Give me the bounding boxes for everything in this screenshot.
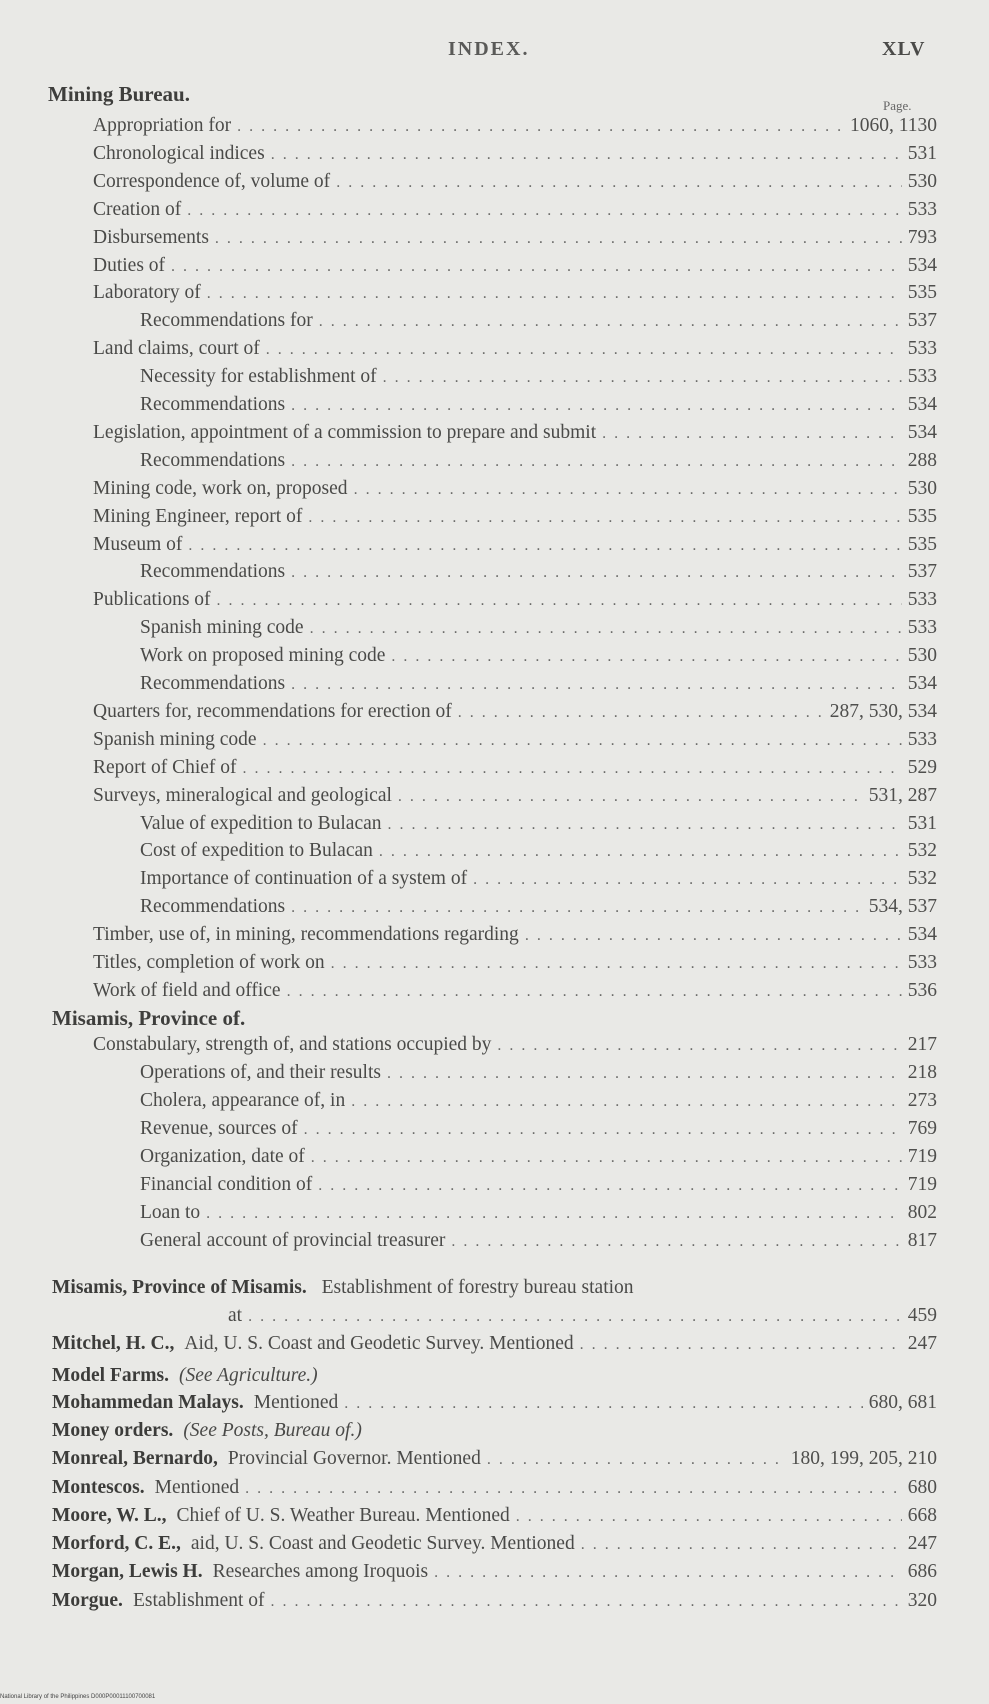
- footer-credit: National Library of the Philippines D000P00011100700081: [0, 1694, 156, 1700]
- index-entry: [93, 478, 937, 504]
- index-entry: [93, 924, 937, 950]
- entry-page: 719: [907, 1174, 937, 1195]
- entry-page: 769: [907, 1118, 937, 1139]
- entry-page: 680, 681: [868, 1392, 937, 1413]
- heading-misamis: Misamis, Province of.: [52, 1006, 246, 1030]
- index-entry: [93, 952, 937, 978]
- entry-text: Cholera, appearance of, in: [140, 1090, 346, 1111]
- page-number: XLV: [882, 38, 926, 60]
- entry-text: Necessity for establishment of: [140, 366, 377, 387]
- dot-leader: [487, 1451, 785, 1469]
- index-entry: [93, 338, 937, 364]
- entry-text: Recommendations: [140, 450, 286, 471]
- entry-text: Publications of: [93, 589, 211, 610]
- entry-head: Morford, C. E.,: [52, 1533, 181, 1554]
- index-entry: [93, 980, 937, 1006]
- index-entry: [140, 673, 937, 699]
- entry-page: 536: [907, 980, 937, 1001]
- entry-page: 534: [907, 924, 937, 945]
- top-index-entry: [52, 1448, 937, 1474]
- entry-desc: Establishment of: [132, 1590, 265, 1611]
- entry-text: Recommendations: [140, 561, 286, 582]
- see-reference: (See Posts, Bureau of.): [183, 1420, 362, 1441]
- entry-text: Value of expedition to Bulacan: [140, 813, 382, 834]
- entry-text: Duties of: [93, 255, 166, 276]
- page-column-label: Page.: [883, 98, 912, 113]
- dot-leader: [497, 1037, 901, 1055]
- dot-leader: [391, 648, 901, 666]
- dot-leader: [245, 1480, 902, 1498]
- entry-text: Financial condition of: [140, 1174, 313, 1195]
- entry-page: 530: [907, 645, 937, 666]
- dot-leader: [331, 955, 902, 973]
- top-index-entry: [52, 1590, 937, 1616]
- dot-leader: [291, 676, 902, 694]
- entry-page: 247: [907, 1533, 937, 1554]
- dot-leader: [310, 620, 902, 638]
- misamis-forestry-line2: [228, 1305, 937, 1331]
- index-entry: [93, 506, 937, 532]
- entry-text: Constabulary, strength of, and stations occupied by: [93, 1034, 492, 1055]
- top-index-entry: [52, 1333, 937, 1359]
- entry-page: 529: [907, 757, 937, 778]
- entry-text: Chronological indices: [93, 143, 265, 164]
- entry-page: 533: [907, 617, 937, 638]
- entry-page: 537: [907, 561, 937, 582]
- entry-desc: Researches among Iroquois: [212, 1561, 429, 1582]
- entry-page: 533: [907, 729, 937, 750]
- entry-text: Mining code, work on, proposed: [93, 478, 348, 499]
- dot-leader: [458, 704, 824, 722]
- entry-text: Quarters for, recommendations for erection of: [93, 701, 452, 722]
- dot-leader: [291, 397, 902, 415]
- dot-leader: [263, 732, 902, 750]
- entry-head: Mohammedan Malays.: [52, 1392, 244, 1413]
- entry-page: 534, 537: [868, 896, 937, 917]
- entry-page: 217: [907, 1034, 937, 1055]
- misamis-forestry-head: Misamis, Province of Misamis.: [52, 1277, 307, 1298]
- entry-page: 535: [907, 506, 937, 527]
- index-entry: [140, 617, 937, 643]
- dot-leader: [516, 1508, 902, 1526]
- index-entry: [93, 143, 937, 169]
- index-entry: [140, 310, 937, 336]
- page-header: [0, 38, 989, 66]
- misamis-forestry-page: 459: [907, 1305, 937, 1326]
- index-entry: [140, 1174, 937, 1200]
- entry-text: Importance of continuation of a system of: [140, 868, 468, 889]
- index-entry: [140, 1118, 937, 1144]
- dot-leader: [291, 564, 902, 582]
- index-entry: [140, 1230, 937, 1256]
- entry-page: 532: [907, 868, 937, 889]
- dot-leader: [243, 760, 902, 778]
- entry-text: Recommendations: [140, 673, 286, 694]
- dot-leader: [387, 1065, 902, 1083]
- index-entry: [140, 366, 937, 392]
- top-index-entry: [52, 1505, 937, 1531]
- index-entry: [93, 255, 937, 281]
- entry-text: Work of field and office: [93, 980, 281, 1001]
- index-entry: [140, 868, 937, 894]
- misamis-forestry-desc: Establishment of forestry bureau station: [321, 1277, 634, 1298]
- entry-desc: Provincial Governor. Mentioned: [227, 1448, 481, 1469]
- dot-leader: [388, 816, 902, 834]
- index-entry: [93, 227, 937, 253]
- index-entry: [93, 1034, 937, 1060]
- entry-text: Report of Chief of: [93, 757, 237, 778]
- entry-page: 180, 199, 205, 210: [790, 1448, 937, 1469]
- entry-text: Creation of: [93, 199, 182, 220]
- dot-leader: [291, 899, 863, 917]
- dot-leader: [188, 537, 901, 555]
- entry-page: 1060, 1130: [849, 115, 937, 136]
- entry-page: 531: [907, 143, 937, 164]
- entry-desc: Aid, U. S. Coast and Geodetic Survey. Mentioned: [184, 1333, 574, 1354]
- entry-head: Morgue.: [52, 1590, 123, 1611]
- entry-text: Recommendations for: [140, 310, 313, 331]
- entry-head: Monreal, Bernardo,: [52, 1448, 218, 1469]
- entry-page: 531: [907, 813, 937, 834]
- entry-text: Appropriation for: [93, 115, 232, 136]
- top-index-entry: [52, 1561, 937, 1587]
- entry-text: Legislation, appointment of a commission to prepare and submit: [93, 422, 597, 443]
- entry-page: 533: [907, 199, 937, 220]
- top-index-entry: [52, 1365, 937, 1391]
- entry-text: Organization, date of: [140, 1146, 305, 1167]
- dot-leader: [580, 1336, 902, 1354]
- entry-head: Morgan, Lewis H.: [52, 1561, 203, 1582]
- entry-text: Titles, completion of work on: [93, 952, 325, 973]
- index-entry: [93, 701, 937, 727]
- entry-text: Spanish mining code: [93, 729, 257, 750]
- entry-head: Money orders.: [52, 1420, 174, 1441]
- entry-page: 533: [907, 589, 937, 610]
- entry-page: 534: [907, 422, 937, 443]
- entry-page: 537: [907, 310, 937, 331]
- misamis-forestry-cont: at: [228, 1305, 243, 1326]
- dot-leader: [318, 1177, 902, 1195]
- index-entry: [93, 199, 937, 225]
- entry-page: 287, 530, 534: [829, 701, 937, 722]
- index-entry: [140, 394, 937, 420]
- entry-page: 533: [907, 366, 937, 387]
- dot-leader: [319, 313, 902, 331]
- dot-leader: [602, 425, 902, 443]
- entry-page: 530: [907, 171, 937, 192]
- entry-head: Moore, W. L.,: [52, 1505, 167, 1526]
- entry-head: Montescos.: [52, 1477, 145, 1498]
- index-entry: [93, 115, 937, 141]
- entry-page: 535: [907, 534, 937, 555]
- dot-leader: [171, 258, 902, 276]
- dot-leader: [237, 118, 844, 136]
- index-entry: [140, 561, 937, 587]
- entry-desc: Chief of U. S. Weather Bureau. Mentioned: [176, 1505, 510, 1526]
- dot-leader: [206, 1205, 902, 1223]
- index-entry: [93, 729, 937, 755]
- top-index-entry: [52, 1420, 937, 1446]
- misamis-forestry-line1: [52, 1277, 634, 1299]
- index-entry: [93, 534, 937, 560]
- top-index-entry: [52, 1477, 937, 1503]
- dot-leader: [398, 788, 863, 806]
- index-entry: [140, 896, 937, 922]
- entry-text: Cost of expedition to Bulacan: [140, 840, 373, 861]
- entry-page: 535: [907, 282, 937, 303]
- dot-leader: [434, 1564, 902, 1582]
- index-entry: [93, 422, 937, 448]
- entry-page: 533: [907, 952, 937, 973]
- dot-leader: [304, 1121, 902, 1139]
- entry-head: Mitchel, H. C.,: [52, 1333, 175, 1354]
- dot-leader: [215, 230, 902, 248]
- entry-page: 680: [907, 1477, 937, 1498]
- entry-page: 534: [907, 394, 937, 415]
- index-entry: [140, 1202, 937, 1228]
- page-title: INDEX.: [448, 38, 530, 60]
- dot-leader: [207, 285, 902, 303]
- dot-leader: [473, 871, 902, 889]
- entry-text: Land claims, court of: [93, 338, 260, 359]
- dot-leader: [308, 509, 901, 527]
- entry-text: Spanish mining code: [140, 617, 304, 638]
- dot-leader: [379, 843, 902, 861]
- index-entry: [140, 1146, 937, 1172]
- index-entry: [93, 589, 937, 615]
- entry-text: Mining Engineer, report of: [93, 506, 303, 527]
- index-entry: [140, 813, 937, 839]
- entry-page: 534: [907, 255, 937, 276]
- entry-page: 247: [907, 1333, 937, 1354]
- entry-text: Disbursements: [93, 227, 209, 248]
- index-entry: [140, 450, 937, 476]
- entry-text: Museum of: [93, 534, 183, 555]
- top-index-entry: [52, 1392, 937, 1418]
- entry-page: 802: [907, 1202, 937, 1223]
- entry-page: 530: [907, 478, 937, 499]
- dot-leader: [351, 1093, 902, 1111]
- dot-leader: [266, 341, 902, 359]
- top-index-entry: [52, 1533, 937, 1559]
- heading-mining-bureau: Mining Bureau.: [48, 82, 190, 106]
- entry-text: Work on proposed mining code: [140, 645, 386, 666]
- entry-page: 686: [907, 1561, 937, 1582]
- entry-text: Timber, use of, in mining, recommendations regarding: [93, 924, 519, 945]
- entry-text: Recommendations: [140, 394, 286, 415]
- dot-leader: [525, 927, 902, 945]
- dot-leader: [354, 481, 902, 499]
- entry-page: 533: [907, 338, 937, 359]
- entry-page: 793: [907, 227, 937, 248]
- entry-text: Correspondence of, volume of: [93, 171, 331, 192]
- dot-leader: [451, 1233, 901, 1251]
- entry-text: General account of provincial treasurer: [140, 1230, 446, 1251]
- entry-head: Model Farms.: [52, 1365, 169, 1386]
- dot-leader: [336, 174, 902, 192]
- dot-leader: [344, 1395, 863, 1413]
- entry-page: 532: [907, 840, 937, 861]
- dot-leader: [271, 146, 902, 164]
- entry-page: 218: [907, 1062, 937, 1083]
- index-entry: [140, 840, 937, 866]
- entry-text: Laboratory of: [93, 282, 201, 303]
- entry-desc: aid, U. S. Coast and Geodetic Survey. Mentioned: [190, 1533, 575, 1554]
- entry-page: 534: [907, 673, 937, 694]
- index-entry: [93, 757, 937, 783]
- entry-page: 320: [907, 1590, 937, 1611]
- entry-desc: Mentioned: [154, 1477, 240, 1498]
- dot-leader: [581, 1536, 902, 1554]
- entry-page: 719: [907, 1146, 937, 1167]
- dot-leader: [291, 453, 902, 471]
- see-reference: (See Agriculture.): [178, 1365, 318, 1386]
- dot-leader: [311, 1149, 902, 1167]
- index-entry: [93, 171, 937, 197]
- entry-desc: Mentioned: [253, 1392, 339, 1413]
- index-entry: [140, 1090, 937, 1116]
- index-entry: [93, 785, 937, 811]
- dot-leader: [287, 983, 902, 1001]
- index-entry: [140, 1062, 937, 1088]
- entry-page: 817: [907, 1230, 937, 1251]
- entry-text: Revenue, sources of: [140, 1118, 298, 1139]
- dot-leader: [187, 202, 901, 220]
- dot-leader: [383, 369, 902, 387]
- entry-page: 531, 287: [868, 785, 937, 806]
- entry-page: 273: [907, 1090, 937, 1111]
- entry-text: Recommendations: [140, 896, 286, 917]
- entry-text: Loan to: [140, 1202, 201, 1223]
- dot-leader: [217, 592, 902, 610]
- index-entry: [140, 645, 937, 671]
- dot-leader: [271, 1593, 902, 1611]
- entry-text: Operations of, and their results: [140, 1062, 381, 1083]
- entry-text: Surveys, mineralogical and geological: [93, 785, 392, 806]
- index-entry: [93, 282, 937, 308]
- entry-page: 288: [907, 450, 937, 471]
- entry-page: 668: [907, 1505, 937, 1526]
